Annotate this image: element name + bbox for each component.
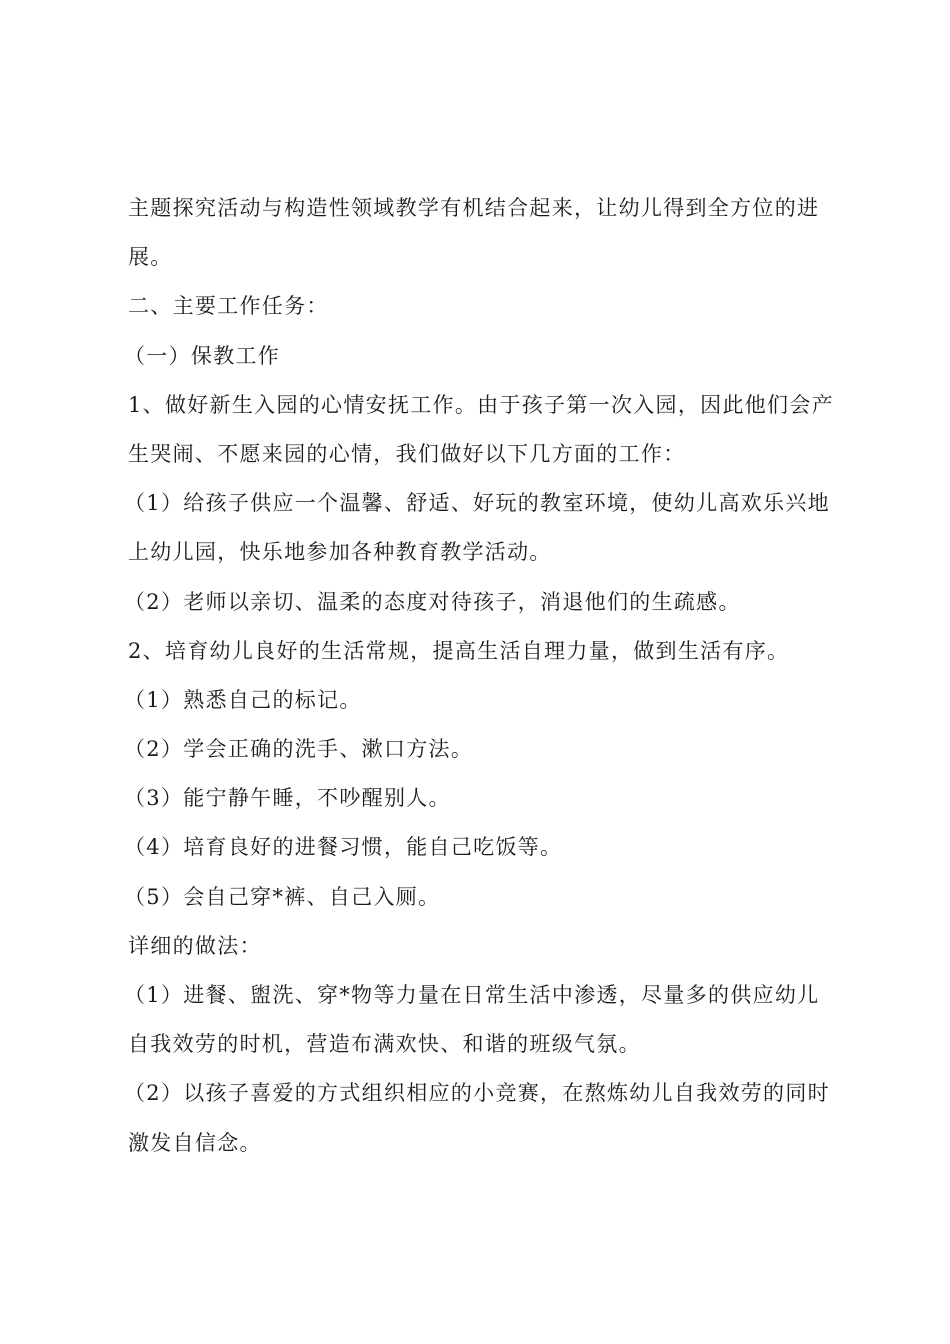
paragraph-line: 主题探究活动与构造性领域教学有机结合起来，让幼儿得到全方位的进 — [128, 196, 820, 220]
paragraph-line: 自我效劳的时机，营造布满欢快、和谐的班级气氛。 — [128, 1032, 641, 1057]
paragraph-line: 上幼儿园，快乐地参加各种教育教学活动。 — [128, 540, 552, 565]
list-item: （3）能宁静午睡，不吵醒别人。 — [124, 786, 451, 811]
document-body — [124, 184, 834, 1168]
section-heading: 二、主要工作任务： — [128, 294, 329, 319]
list-item: （2）学会正确的洗手、漱口方法。 — [124, 737, 474, 762]
paragraph-line: 详细的做法： — [128, 933, 262, 958]
paragraph-line: 展。 — [128, 245, 173, 270]
subsection-heading: （一）保教工作 — [124, 343, 281, 368]
list-item: （1）进餐、盥洗、穿*物等力量在日常生活中渗透，尽量多的供应幼儿 — [124, 983, 820, 1007]
list-item: （5）会自己穿*裤、自己入厕。 — [124, 884, 441, 909]
paragraph-line: 2、培育幼儿良好的生活常规，提高生活自理力量，做到生活有序。 — [128, 638, 790, 663]
list-item: （2）老师以亲切、温柔的态度对待孩子，消退他们的生疏感。 — [124, 589, 741, 614]
list-item: （1）熟悉自己的标记。 — [124, 687, 362, 712]
list-item: （2）以孩子喜爱的方式组织相应的小竞赛，在熬炼幼儿自我效劳的同时 — [124, 1081, 830, 1106]
list-item: （1）给孩子供应一个温馨、舒适、好玩的教室环境，使幼儿高欢乐兴地 — [124, 491, 830, 516]
list-item: （4）培育良好的进餐习惯，能自己吃饭等。 — [124, 835, 563, 860]
paragraph-line: 1、做好新生入园的心情安抚工作。由于孩子第一次入园，因此他们会产 — [128, 392, 834, 417]
paragraph-line: 生哭闹、不愿来园的心情，我们做好以下几方面的工作： — [128, 441, 686, 466]
paragraph-line: 激发自信念。 — [128, 1130, 262, 1155]
